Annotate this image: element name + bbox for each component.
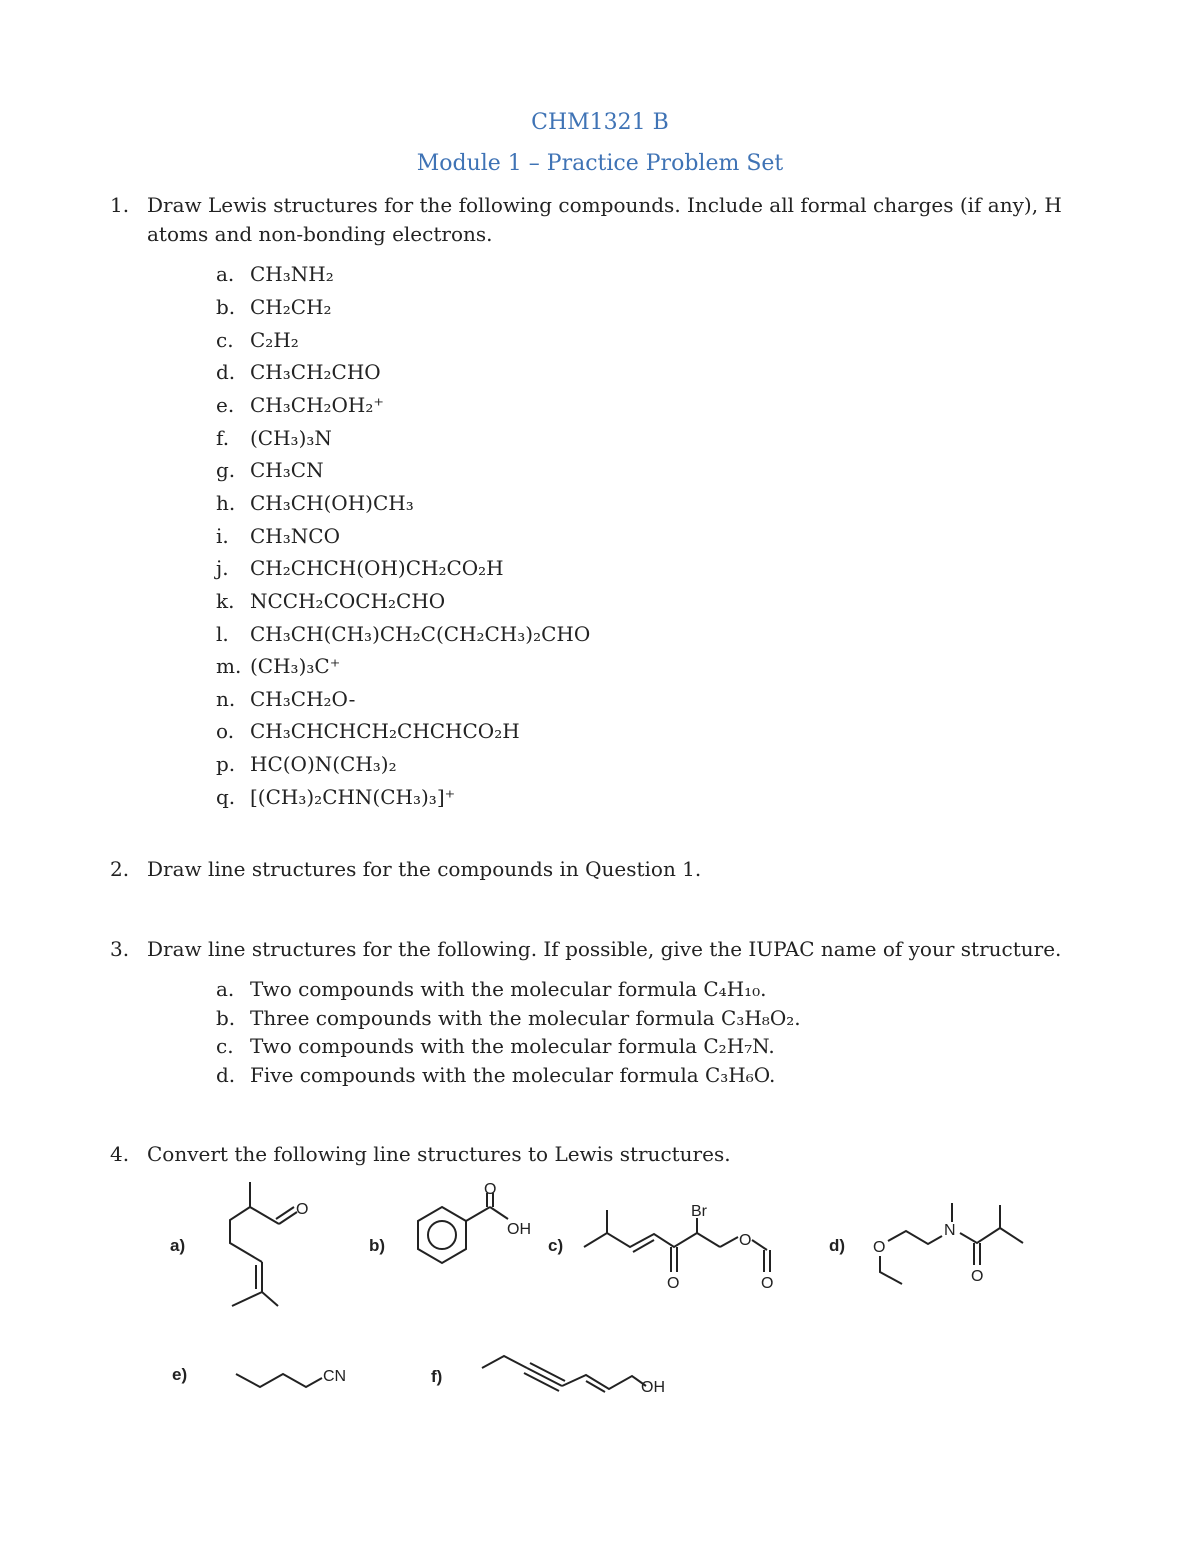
bond — [880, 1256, 902, 1284]
list-item: c. C₂H₂ — [216, 328, 299, 352]
list-item: l. CH₃CH(CH₃)CH₂C(CH₂CH₃)₂CHO — [216, 622, 591, 646]
structure-f — [431, 1356, 665, 1396]
list-item: h. CH₃CH(OH)CH₃ — [216, 491, 414, 515]
structure-b — [369, 1181, 531, 1263]
double-bond — [633, 1240, 654, 1252]
list-item: c. Two compounds with the molecular formula C₂H₇N. — [216, 1034, 775, 1058]
list-item: d. Five compounds with the molecular formula C₃H₆O. — [216, 1063, 776, 1087]
oxygen-atom: O — [739, 1232, 752, 1249]
structure-a — [170, 1182, 308, 1306]
oxygen-atom: O — [296, 1201, 309, 1218]
oxygen-atom: O — [484, 1181, 497, 1198]
double-bond — [586, 1381, 605, 1392]
question-number: 1. — [110, 193, 130, 217]
bond — [888, 1231, 942, 1244]
question-text: Draw line structures for the following. If possible, give the IUPAC name of your structure. — [147, 937, 1062, 961]
bond — [697, 1233, 720, 1247]
list-item: b. CH₂CH₂ — [216, 295, 332, 319]
oxygen-atom: O — [873, 1239, 886, 1256]
list-item: b. Three compounds with the molecular formula C₃H₈O₂. — [216, 1006, 801, 1030]
course-title: CHM1321 B — [531, 110, 669, 135]
bond — [230, 1207, 262, 1262]
list-item: m. (CH₃)₃C⁺ — [216, 654, 341, 678]
list-item: j. CH₂CHCH(OH)CH₂CO₂H — [216, 556, 504, 580]
structure-e — [172, 1365, 346, 1387]
bond — [720, 1237, 738, 1247]
bromine-atom: Br — [691, 1203, 707, 1220]
question-number: 4. — [110, 1142, 130, 1166]
structure-label: a) — [170, 1236, 186, 1255]
hydroxyl-group: OH — [507, 1221, 531, 1238]
structure-c — [548, 1203, 773, 1292]
bond — [232, 1292, 278, 1306]
nitrile-group: CN — [323, 1368, 347, 1385]
list-item: q. [(CH₃)₂CHN(CH₃)₃]⁺ — [216, 785, 456, 809]
structure-label: b) — [369, 1236, 386, 1255]
double-bond — [276, 1207, 294, 1219]
question-text: Draw line structures for the compounds in Question 1. — [147, 857, 702, 881]
bond — [960, 1228, 1023, 1243]
oxygen-atom: O — [667, 1275, 680, 1292]
oxygen-atom: O — [761, 1275, 774, 1292]
carbon-chain — [562, 1375, 646, 1389]
list-item: k. NCCH₂COCH₂CHO — [216, 589, 446, 613]
structure-label: f) — [431, 1367, 443, 1386]
structure-label: e) — [172, 1365, 188, 1384]
carbon-chain — [236, 1374, 322, 1387]
list-item: e. CH₃CH₂OH₂⁺ — [216, 393, 384, 417]
oxygen-atom: O — [971, 1268, 984, 1285]
structure-label: c) — [548, 1236, 564, 1255]
structure-d — [829, 1203, 1023, 1285]
list-item: i. CH₃NCO — [216, 524, 340, 548]
double-bond — [279, 1212, 297, 1224]
aromatic-circle — [428, 1221, 456, 1249]
list-item: n. CH₃CH₂O- — [216, 687, 356, 711]
bond — [466, 1207, 490, 1221]
list-item: d. CH₃CH₂CHO — [216, 360, 381, 384]
hydroxyl-group: OH — [641, 1379, 665, 1396]
bond — [490, 1207, 508, 1219]
list-item: f. (CH₃)₃N — [216, 426, 332, 450]
question-number: 3. — [110, 937, 130, 961]
question-text: Draw Lewis structures for the following compounds. Include all formal charges (if any), H atoms and non-bonding electrons. — [147, 193, 1062, 246]
list-item: o. CH₃CHCHCH₂CHCHCO₂H — [216, 719, 520, 743]
question-number: 2. — [110, 857, 130, 881]
list-item: g. CH₃CN — [216, 458, 324, 482]
nitrogen-atom: N — [944, 1222, 956, 1239]
benzene-ring — [418, 1207, 466, 1263]
bond — [250, 1182, 279, 1224]
bond — [482, 1356, 527, 1368]
list-item: a. Two compounds with the molecular formula C₄H₁₀. — [216, 977, 767, 1001]
question-text: Convert the following line structures to Lewis structures. — [147, 1142, 731, 1166]
list-item: a. CH₃NH₂ — [216, 262, 334, 286]
structure-label: d) — [829, 1236, 846, 1255]
module-title: Module 1 – Practice Problem Set — [416, 151, 784, 176]
bond — [752, 1240, 767, 1250]
carbon-chain — [584, 1233, 697, 1247]
list-item: p. HC(O)N(CH₃)₂ — [216, 752, 397, 776]
